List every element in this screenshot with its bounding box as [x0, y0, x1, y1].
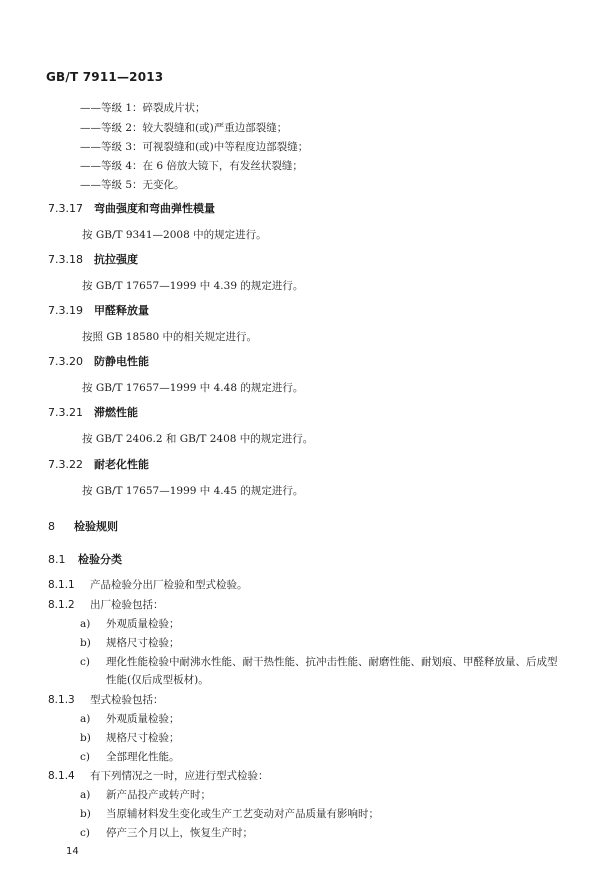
grade-item-2: ——等级 2：较大裂缝和(或)严重边部裂缝；: [80, 122, 288, 134]
clause-8-1-2: [48, 598, 164, 612]
section-number: 7.3.21: [48, 406, 83, 419]
grade-item-1: ——等级 1：碎裂成片状；: [80, 102, 206, 114]
section-title: 滞燃性能: [94, 406, 138, 419]
section-heading-8-1: [48, 553, 122, 567]
section-text-7-3-19: 按照 GB 18580 中的相关规定进行。: [82, 331, 258, 343]
section-text-7-3-17: 按 GB/T 9341—2008 中的规定进行。: [82, 229, 267, 241]
section-number: 8.1: [48, 553, 66, 566]
list-text: 当原辅材料发生变化或生产工艺变动对产品质量有影响时；: [106, 808, 379, 820]
grade-item-5: ——等级 5：无变化。: [80, 179, 185, 191]
list-text: 规格尺寸检验；: [106, 732, 180, 744]
clause-number: 8.1.3: [48, 694, 75, 706]
section-title: 弯曲强度和弯曲弹性模量: [94, 202, 215, 215]
chapter-number: 8: [48, 520, 55, 533]
list-item: [80, 731, 180, 745]
section-number: 7.3.17: [48, 202, 83, 215]
section-text-7-3-22: 按 GB/T 17657—1999 中 4.45 的规定进行。: [82, 485, 304, 497]
clause-8-1-4: [48, 769, 269, 783]
list-text: 停产三个月以上，恢复生产时；: [106, 827, 253, 839]
list-marker: b): [80, 808, 91, 820]
section-heading-7-3-20: [48, 355, 149, 369]
section-title: 防静电性能: [94, 355, 149, 368]
section-title: 检验分类: [78, 553, 122, 566]
section-title: 耐老化性能: [94, 458, 149, 471]
clause-number: 8.1.2: [48, 599, 75, 611]
clause-8-1-3: [48, 693, 164, 707]
section-text-7-3-21: 按 GB/T 2406.2 和 GB/T 2408 中的规定进行。: [82, 433, 314, 445]
clause-text: 出厂检验包括：: [90, 599, 164, 611]
list-item: [80, 750, 180, 764]
clause-text: 产品检验分出厂检验和型式检验。: [90, 579, 248, 591]
section-heading-7-3-21: [48, 406, 138, 420]
list-item: [80, 826, 253, 840]
section-title: 抗拉强度: [94, 253, 138, 266]
list-text: 全部理化性能。: [106, 751, 180, 763]
list-marker: c): [80, 827, 90, 839]
list-text: 外观质量检验；: [106, 618, 180, 630]
list-marker: b): [80, 637, 91, 649]
chapter-heading-8: [48, 520, 118, 534]
list-item: [80, 712, 180, 726]
list-marker: a): [80, 789, 91, 801]
list-item-continuation: 性能(仅后成型板材)。: [106, 674, 209, 686]
clause-text: 有下列情况之一时，应进行型式检验：: [90, 770, 269, 782]
list-item: [80, 617, 180, 631]
list-text: 外观质量检验；: [106, 713, 180, 725]
section-heading-7-3-19: [48, 304, 149, 318]
section-text-7-3-20: 按 GB/T 17657—1999 中 4.48 的规定进行。: [82, 382, 304, 394]
grade-item-3: ——等级 3：可视裂缝和(或)中等程度边部裂缝；: [80, 141, 309, 153]
list-text: 理化性能检验中耐沸水性能、耐干热性能、抗冲击性能、耐磨性能、耐划痕、甲醛释放量、后成型: [106, 656, 558, 668]
section-text-7-3-18: 按 GB/T 17657—1999 中 4.39 的规定进行。: [82, 280, 304, 292]
list-marker: a): [80, 713, 91, 725]
section-heading-7-3-18: [48, 253, 138, 267]
standard-code-header: GB/T 7911—2013: [46, 70, 164, 84]
section-number: 7.3.18: [48, 253, 83, 266]
clause-number: 8.1.4: [48, 770, 75, 782]
clause-text: 型式检验包括：: [90, 694, 164, 706]
list-marker: b): [80, 732, 91, 744]
list-item: [80, 807, 379, 821]
section-number: 7.3.19: [48, 304, 83, 317]
grade-item-4: ——等级 4：在 6 倍放大镜下，有发丝状裂缝；: [80, 160, 303, 172]
section-heading-7-3-17: [48, 202, 215, 216]
clause-8-1-1: [48, 578, 248, 592]
list-text: 规格尺寸检验；: [106, 637, 180, 649]
section-number: 7.3.22: [48, 458, 83, 471]
list-marker: c): [80, 656, 90, 668]
list-marker: c): [80, 751, 90, 763]
chapter-title: 检验规则: [74, 520, 118, 533]
list-text: 新产品投产或转产时；: [106, 789, 211, 801]
section-title: 甲醛释放量: [94, 304, 149, 317]
list-item: [80, 655, 558, 669]
list-marker: a): [80, 618, 91, 630]
list-item: [80, 636, 180, 650]
page-number: 14: [66, 846, 79, 857]
section-heading-7-3-22: [48, 458, 149, 472]
section-number: 7.3.20: [48, 355, 83, 368]
list-item: [80, 788, 211, 802]
clause-number: 8.1.1: [48, 579, 75, 591]
